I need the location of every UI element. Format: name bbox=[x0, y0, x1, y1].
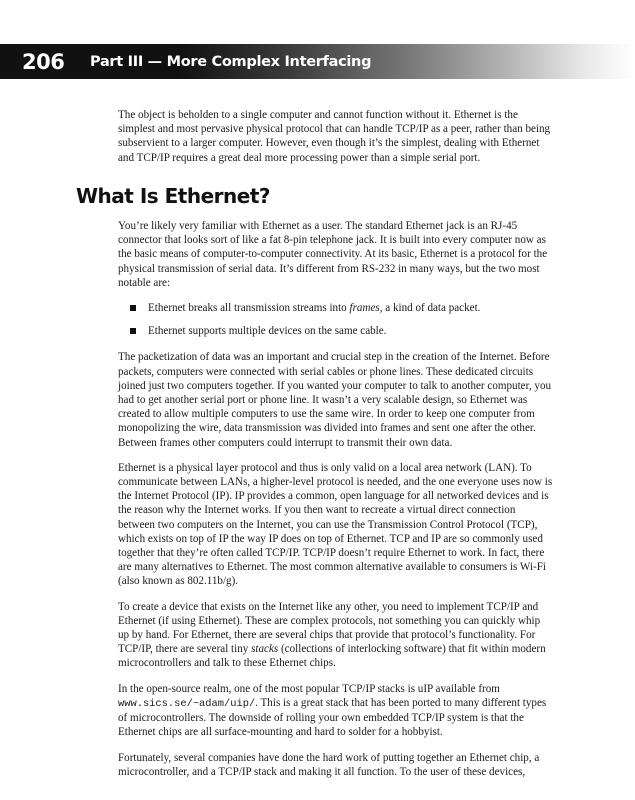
section-heading: What Is Ethernet? bbox=[76, 184, 270, 208]
paragraph-1: You’re likely very familiar with Ethernet as a user. The standard Ethernet jack is an RJ-45 connector that looks sort of like a fat 8-pin telephone jack. It is built into every computer now as the basic means of computer-to-computer connectivity. At its basic, Ethernet is a protocol for the physical transmission of serial data. It’s different from RS-232 in many ways, but the two most notable are: bbox=[118, 220, 548, 289]
uip-url: www.sics.se/~adam/uip/ bbox=[118, 697, 256, 710]
paragraph-4-text-end: (collections of interlocking software) that fit within modern microcontrollers and talk to these Ethernet chips. bbox=[118, 643, 546, 670]
page-number: 206 bbox=[22, 50, 65, 74]
section-body bbox=[118, 219, 553, 790]
paragraph-5-text-end: . This is a great stack that has been ported to many different types of microcontrollers. The downside of rolling your own embedded TCP/IP system is that the Ethernet chips are all surface-mounting and hard to solder for a hobbyist. bbox=[118, 696, 547, 739]
bullet-list bbox=[118, 301, 553, 338]
paragraph-5 bbox=[118, 682, 553, 740]
bullet-2-text: Ethernet supports multiple devices on the same cable. bbox=[148, 325, 387, 338]
bullet-item-frames bbox=[130, 301, 553, 315]
bullet-1-emphasis: frames bbox=[349, 302, 380, 315]
intro-block bbox=[118, 108, 553, 176]
square-bullet-icon bbox=[130, 328, 136, 334]
paragraph-3: Ethernet is a physical layer protocol and thus is only valid on a local area network (LAN). To communicate between LANs, a higher-level protocol is needed, and the one everyone uses now is the Internet Protocol (IP). IP provides a common, open language for all networked devices and is the reason why the Internet works. If you then want to recreate a virtual direct connection between two computers on the Internet, you can use the Transmission Control Protocol (TCP), which exists on top of IP the way IP does on top of Ethernet. TCP and IP are so commonly used together that they’re often called TCP/IP. TCP/IP doesn’t require Ethernet to work. In fact, there are many alternatives to Ethernet. The most common alternative available to consumers is Wi-Fi (also known as 802.11b/g). bbox=[118, 461, 553, 588]
paragraph-4 bbox=[118, 600, 553, 671]
intro-paragraph: The object is beholden to a single computer and cannot function without it. Ethernet is the simplest and most pervasive physical protocol that can handle TCP/IP as a peer, rather than being subservient to a larger computer. However, even though it’s the simplest, dealing with Ethernet and TCP/IP requires a great deal more processing power than a simple serial port. bbox=[118, 109, 551, 164]
paragraph-4-emphasis: stacks bbox=[251, 643, 279, 656]
paragraph-4-text: To create a device that exists on the Internet like any other, you need to implement TCP/IP and Ethernet (if using Ethernet). These are complex protocols, not something you can quickly whip up by hand. For Ethernet, there are several chips that provide that protocol’s functionality. For TCP/IP, there are several tiny bbox=[118, 600, 541, 656]
bullet-1-text-end: , a kind of data packet. bbox=[379, 302, 481, 315]
square-bullet-icon bbox=[130, 305, 136, 311]
bullet-item-multiple-devices bbox=[130, 324, 553, 338]
paragraph-5-text: In the open-source realm, one of the most popular TCP/IP stacks is uIP available from bbox=[118, 682, 500, 695]
paragraph-6: Fortunately, several companies have done the hard work of putting together an Ethernet chip, a microcontroller, and a TCP/IP stack and making it all function. To the user of these devices, bbox=[118, 751, 540, 778]
bullet-1-text: Ethernet breaks all transmission streams into bbox=[148, 302, 350, 315]
paragraph-2: The packetization of data was an important and crucial step in the creation of the Internet. Before packets, computers were connected with serial cables or phone lines. These dedicated circuits joined just two computers together. If you wanted your computer to talk to another computer, you had to get another serial port or phone line. It wasn’t a very scalable design, so Ethernet was created to allow multiple computers to use the same wire. In order to keep one computer from monopolizing the wire, data transmission was divided into frames and sent one after the other. Between frames other computers could interrupt to transmit their own data. bbox=[118, 351, 552, 449]
running-head: Part III — More Complex Interfacing bbox=[90, 54, 372, 70]
